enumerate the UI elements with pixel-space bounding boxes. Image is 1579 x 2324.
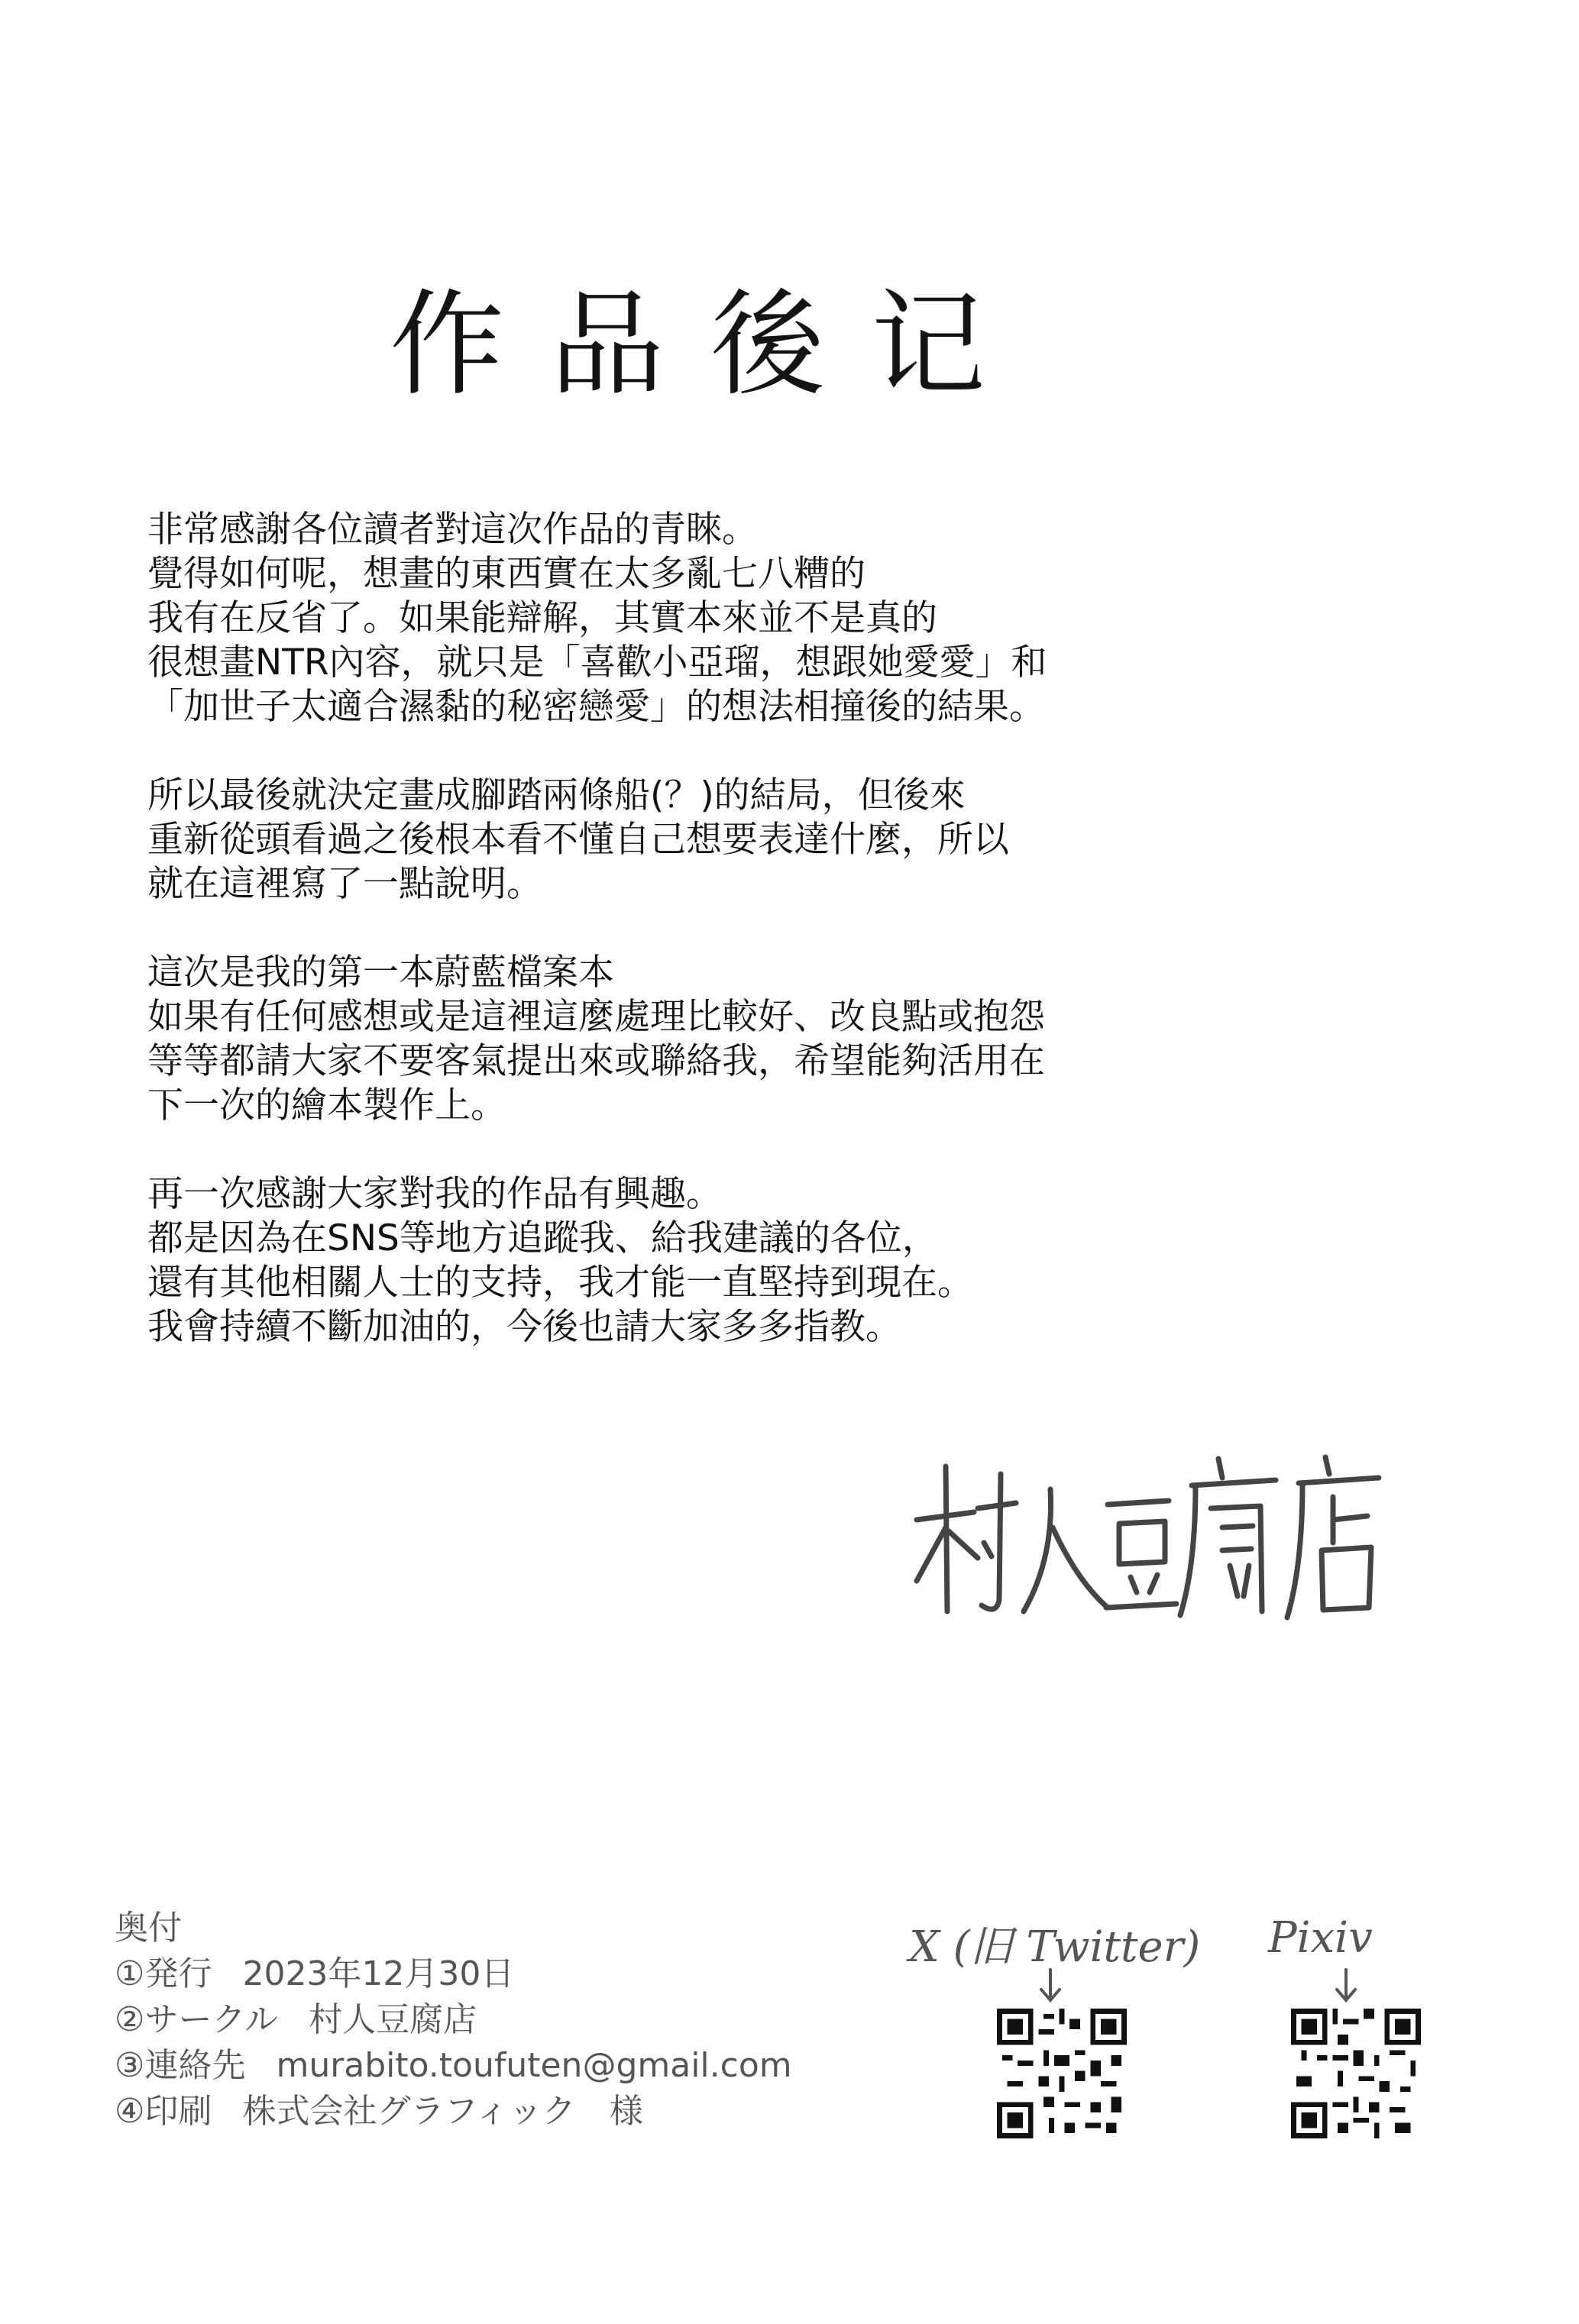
paragraph [147,1172,1293,1349]
text-line: 很想畫NTR內容，就只是「喜歡小亞瑠，想跟她愛愛」和 [147,642,1047,684]
text-line: 就在這裡寫了一點說明。 [147,863,542,905]
text-line: 「加世子太適合濕黏的秘密戀愛」的想法相撞後的結果。 [147,686,1045,728]
text-line: 還有其他相關人士的支持，我才能一直堅持到現在。 [147,1262,973,1304]
text-line: 覺得如何呢，想畫的東西實在太多亂七八糟的 [147,553,866,595]
item-number: ① [115,1954,145,1993]
item-value: 2023年12月30日 [242,1954,515,1993]
afterword-body [147,508,1293,1394]
text-line: 非常感謝各位讀者對這次作品的青睞。 [147,509,758,551]
item-value: 村人豆腐店 [309,2000,477,2039]
item-label: サークル [144,2000,279,2039]
paragraph [147,951,1293,1128]
text-line: 我會持續不斷加油的，今後也請大家多多指教。 [147,1306,901,1348]
colophon [115,1905,878,2135]
arrow-down-icon [1035,1967,1066,2005]
colophon-heading: 奥付 [115,1909,182,1947]
text-line: 等等都請大家不要客氣提出來或聯絡我，希望能夠活用在 [147,1040,1045,1082]
item-label: 連絡先 [144,2046,246,2085]
item-value: 株式会社グラフィック 様 [242,2092,643,2131]
item-value: murabito.toufuten@gmail.com [276,2046,792,2085]
text-line: 再一次感謝大家對我的作品有興趣。 [147,1173,722,1215]
item-number: ③ [115,2046,145,2085]
text-line: 我有在反省了。如果能辯解，其實本來並不是真的 [147,597,937,639]
paragraph [147,508,1293,729]
item-number: ② [115,2000,145,2039]
x-qr-code[interactable] [997,2009,1127,2138]
colophon-item-contact [115,2043,878,2089]
paragraph [147,774,1293,907]
item-label: 印刷 [144,2092,212,2131]
page-title: 作品後记 [390,279,1032,412]
text-line: 都是因為在SNS等地方追蹤我、給我建議的各位， [147,1217,938,1259]
text-line: 重新從頭看過之後根本看不懂自己想要表達什麼，所以 [147,819,1009,861]
signature-image [901,1436,1390,1634]
pixiv-qr-code[interactable] [1291,2009,1421,2138]
arrow-down-icon [1331,1967,1361,2005]
text-line: 如果有任何感想或是這裡這麼處理比較好、改良點或抱怨 [147,996,1045,1038]
colophon-item-circle [115,1997,878,2043]
pixiv-label: Pixiv [1268,1913,1373,1963]
text-line: 下一次的繪本製作上。 [147,1084,506,1126]
colophon-item-issue [115,1951,878,1997]
x-twitter-label: X (旧 Twitter) [909,1922,1201,1972]
text-line: 所以最後就決定畫成腳踏兩條船(？)的結局，但後來 [147,774,966,816]
colophon-item-printer [115,2089,878,2135]
item-label: 発行 [144,1954,212,1993]
text-line: 這次是我的第一本蔚藍檔案本 [147,952,614,994]
item-number: ④ [115,2092,145,2131]
